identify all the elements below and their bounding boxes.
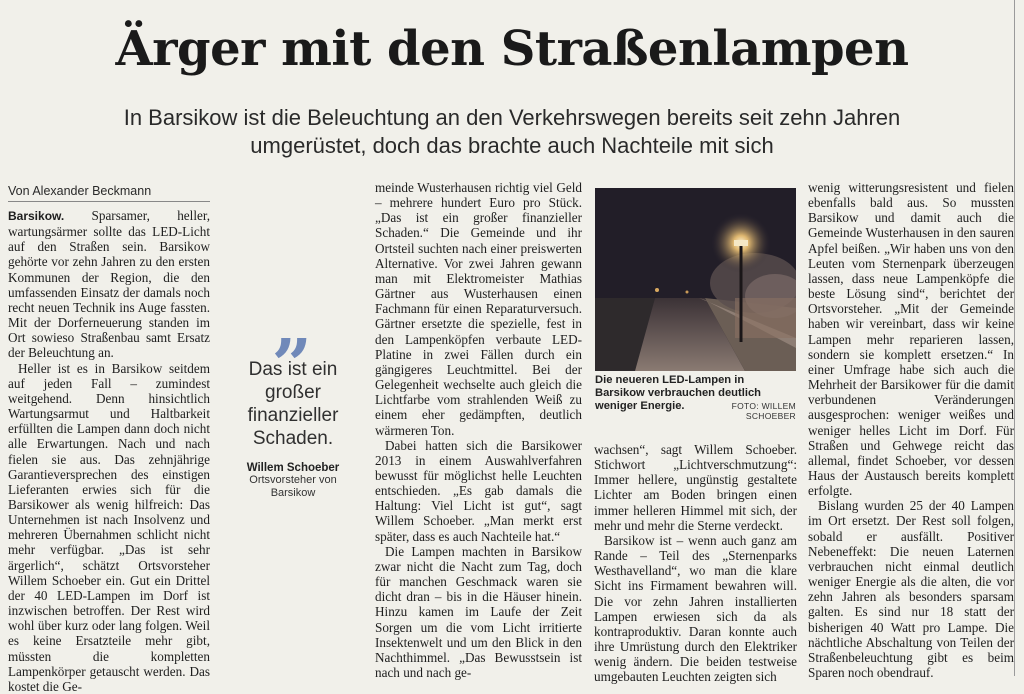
- paragraph: Bislang wurden 25 der 40 Lampen im Ort ersetzt. Der Rest soll folgen, sobald er ausfällt. Positiver Nebeneffekt: Die neuen Laternen verbrauchen nicht einmal deutlich weniger Energie als die alten, die vor zehn Jahren als besonders sparsam galten. Es sind nur 18 statt der bisherigen 40 Watt pro Lampe. Die nächtliche Abschaltung von Teilen der Straßenbeleuchtung gibt es beim Sparen noch obendrauf.: [808, 498, 1014, 680]
- paragraph: Barsikow ist – wenn auch ganz am Rande – Teil des „Sternenparks Westhavelland“, wo man die klare Sicht ins Firmament bewahren will. Die vor zehn Jahren installierten Lampen erwiesen sich da als kontraproduktiv. Daran konnte auch ihre Umrüstung durch den Elektriker wenig ändern. Die beiden testweise umgebauten Leuchten zeigten sich: [594, 532, 797, 685]
- column-divider: [1014, 0, 1015, 676]
- dateline: Barsikow.: [8, 209, 65, 223]
- quote-mark-icon: „: [272, 283, 314, 366]
- photo-credit: FOTO: WILLEM SCHOEBER: [731, 401, 796, 421]
- paragraph: Heller ist es in Barsikow seitdem auf jeden Fall – zumindest weitgehend. Denn hinsichtlich Wartungsarmut und Haltbarkeit erfüllten die Lampen dann doch nicht alle Erwartungen. Nach und nach fielen sie aus. Das zehnjährige Garantieversprechen des einstigen Lieferanten erwies sich für die Barsikower als wenig hilfreich: Das Unternehmen ist nach Insolvenz und mehreren Übernahmen schlicht nicht mehr verfügbar. „Das ist sehr ärgerlich“, schätzt Ortsvorsteher Willem Schoeber ein. Gut ein Drittel der 40 LED-Lampen im Dorf ist inzwischen betroffen. Der Rest wird wohl über kurz oder lang folgen. Weil es keine Ersatzteile mehr gibt, müssten die kompletten Lampenkörper getauscht werden. Das kostet die Ge-: [8, 360, 210, 694]
- article-column-3: [594, 442, 797, 685]
- paragraph: Dabei hatten sich die Barsikower 2013 in einem Auswahlverfahren bewusst für möglichst helle Leuchten entschieden. „Es gab damals die Haltung: Viel Licht ist gut“, sagt Willem Schoeber. „Man merkt erst später, dass es auch Nachteile hat.“: [375, 437, 582, 544]
- paragraph: wenig witterungsresistent und fielen ebenfalls bald aus. So mussten Barsikow und damit auch die Gemeinde Wusterhausen in den sauren Apfel beißen. „Wir haben uns von den Leuten vom Sternenpark überzeugen lassen, dass neue Lampenköpfe die beste Lösung sind“, berichtet der Ortsvorsteher. „Mit der Gemeinde haben wir vereinbart, dass wir keine Lampen mehr reparieren lassen, sondern sie komplett ersetzen.“ In einer Umfrage habe sich auch die Mehrheit der Barsikower für die damit verbundenen Veränderungen ausgesprochen: weniger weißes und weniger helles Licht im Dorf. Für Straßen und Gehwege reicht das allemal, findet Schoeber, vor dessen Haus der Austausch bereits komplett erfolgte.: [808, 180, 1014, 499]
- quote-text: Das ist ein großer finanzieller Schaden.: [247, 359, 339, 449]
- paragraph: Die Lampen machten in Barsikow zwar nicht die Nacht zum Tag, doch für manchen Geschmack waren sie dicht dran – bis in die Häuser hinein. Hinzu kamen im Laufe der Zeit Sorgen um die vom Licht irritierte Insektenwelt und um den Blick in den Nachthimmel. „Das Bewusstsein ist nach und nach ge-: [375, 543, 582, 680]
- pull-quote: [228, 283, 358, 500]
- paragraph: [8, 208, 210, 361]
- headline: Ärger mit den Straßenlampen: [115, 21, 909, 77]
- quote-author-role: Ortsvorsteher von Barsikow: [249, 474, 337, 499]
- paragraph-text: Sparsamer, heller, wartungsärmer sollte das LED-Licht auf den Straßen sein. Barsikow gehörte vor zehn Jahren zu den ersten Kommunen der Region, die den umfassenden Einsatz der damals noch recht neuen Technik ins Auge fassten. Mit der Dorferneuerung standen im Ort sowieso Straßenbau samt Ersatz der Beleuchtung an.: [8, 208, 210, 361]
- paragraph: wachsen“, sagt Willem Schoeber. Stichwort „Lichtverschmutzung“: Immer hellere, ungünstig gestaltete Lichter am Boden bringen einen immer helleren Himmel mit sich, der mehr und mehr die Sterne verdeckt.: [594, 442, 797, 533]
- article-column-1: [8, 208, 210, 694]
- paragraph: meinde Wusterhausen richtig viel Geld – mehrere hundert Euro pro Stück. „Das ist ein großer finanzieller Schaden.“ Die Gemeinde und ihr Ortsteil suchten nach einer preiswerten Alternative. Vor zwei Jahren gewann man mit Elektromeister Mathias Gärtner aus Wusterhausen einen Fachmann für einen Reparaturversuch. Gärtner ersetzte die spezielle, fest in den Lampenköpfen verbaute LED-Platine in zwei Fällen durch ein gängigeres Leuchtmittel. Bei der Gelegenheit wechselte auch gleich die Lichtfarbe vom strahlenden Weiß zu einem eher gedämpften, deutlich wärmeren Ton.: [375, 180, 582, 438]
- quote-author: Willem Schoeber: [246, 462, 340, 474]
- article-column-4: [808, 180, 1014, 680]
- photo-caption: Die neueren LED-Lampen in Barsikow verbrauchen deutlich weniger Energie.: [595, 374, 761, 412]
- byline: Von Alexander Beckmann: [8, 184, 210, 202]
- subheadline: In Barsikow ist die Beleuchtung an den Verkehrswegen bereits seit zehn Jahren umgerüstet, doch das brachte auch Nachteile mit sich: [123, 105, 901, 158]
- article-column-2: [375, 180, 582, 680]
- night-street-image: [595, 188, 796, 371]
- street-lamp-photo: [595, 188, 796, 371]
